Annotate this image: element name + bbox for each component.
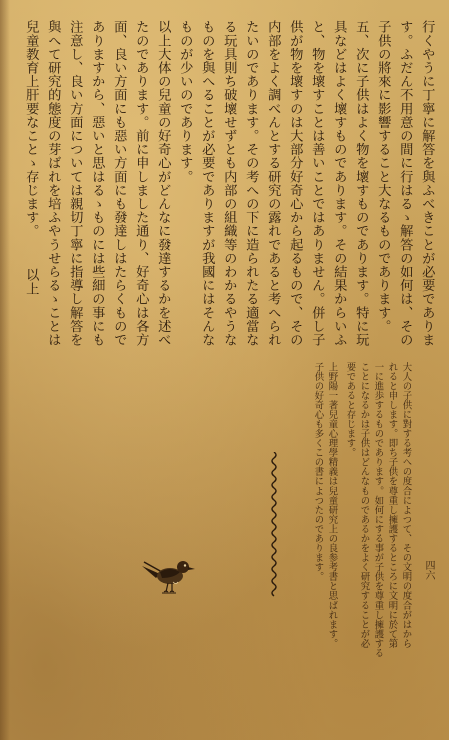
note-column: 要であると存じます。: [344, 362, 356, 458]
main-text-column: 内部をよく調べんとする研究の露れであると考へられ: [265, 20, 281, 347]
main-text-column: 供が物を壞すのは大部分好奇心から起るもので、その: [287, 20, 303, 347]
main-text-column: 以上大体の兒童の好奇心がどんなに發達するかを述べ: [155, 20, 171, 347]
note-column: れると申します。即ち子供を尊重し擁護するところに文明に於て第: [386, 362, 398, 649]
main-text-column: 五、次に子供はよく物を壞すものであります。特に玩: [353, 20, 369, 347]
main-text-column: たのであります。前に申しました通り、好奇心は各方: [133, 20, 149, 347]
main-text-column: る玩具則ち破壞せずとも内部の組織等のわかるやうな: [221, 20, 237, 347]
main-text-column: 子供の將來に影響すること大なるものであります。: [375, 20, 391, 333]
main-text-column: 兒童教育上肝要なことゝ存じます。: [23, 20, 39, 238]
main-text-column: と、物を壞すことは善いことではありません。併し子: [309, 20, 325, 347]
main-text-column: 行くやうに丁寧に解答を與ふべきことが必要でありま: [419, 20, 435, 347]
main-text-column: 具などはよく壞すものであります。その結果からいふ: [331, 20, 347, 347]
note-column: ことになるかは子供はどんなものであるかをよく研究することが必: [358, 362, 370, 649]
main-text-column: 面、良い方面にも惡い方面にも發達しはたらくもので: [111, 20, 127, 347]
main-text-column: 與へて研究的態度の芽ばれを培ふやうせらるゝことは: [45, 20, 61, 347]
page-edge-shadow: [0, 0, 10, 740]
main-text-column: たいのであります。その考への下に造られたる適當な: [243, 20, 259, 347]
main-text-column: ありますから、惡いと思はるゝものには些細の事にも: [89, 20, 105, 347]
bird-illustration: [138, 552, 196, 600]
note-column: 上野陽一著兒童心理學精義は兒童研究上の良参考書と思ばれます。: [326, 362, 338, 649]
wavy-divider: [268, 452, 280, 598]
note-column: 子供の好奇心も多くこの書によつたのであります。: [312, 362, 324, 582]
note-column: 一に進歩するものであります。如何にする事が子供を尊重し擁護する: [372, 362, 384, 658]
main-text-column: ものが少いのであります。: [177, 20, 193, 184]
main-text-column: 注意し、良い方面については親切丁寧に指導し解答を: [67, 20, 83, 347]
note-column: 大人の子供に對する考への度合によつて、その文明の度合がはから: [400, 362, 412, 649]
closing-mark: 以上: [23, 268, 39, 296]
page-number: 四六: [423, 560, 434, 580]
main-text-column: す。ふだん不用意の間に行はるゝ解答の如何は、その: [397, 20, 413, 347]
main-text-column: ものを與へることが必要でありますが我國にはそんな: [199, 20, 215, 347]
